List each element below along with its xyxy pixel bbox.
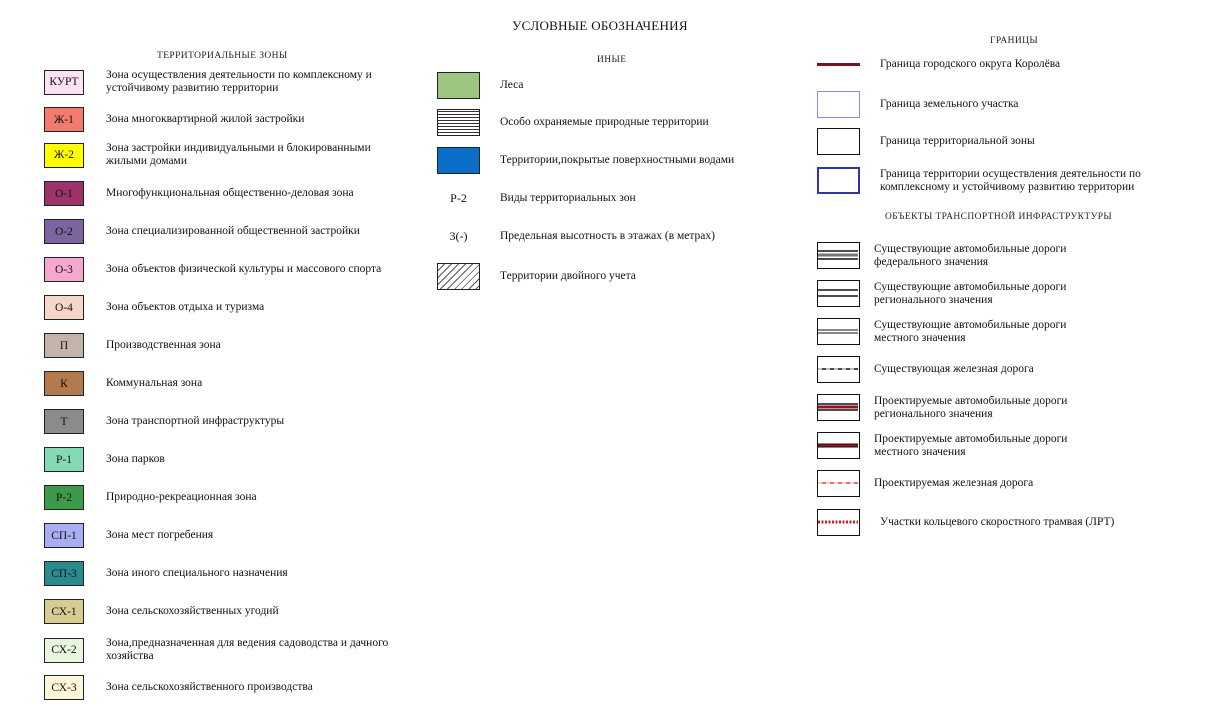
zone-label: Зона сельскохозяйственных угодий xyxy=(106,605,279,617)
zone-legend-item xyxy=(44,523,406,548)
border-legend-item xyxy=(817,167,1190,194)
zone-label: Зона транспортной инфраструктуры xyxy=(106,415,285,427)
border-label: Граница территориальной зоны xyxy=(880,135,1035,147)
transport-label: Проектируемые автомобильные дороги местного значения xyxy=(874,432,1068,458)
other-label: Особо охраняемые природные территории xyxy=(500,116,709,128)
city-border-line xyxy=(817,63,860,66)
zone-legend-item xyxy=(44,257,406,282)
zone-label: Зона многоквартирной жилой застройки xyxy=(106,113,305,125)
zone-swatch: О-4 xyxy=(44,295,84,320)
zone-swatch: Ж-1 xyxy=(44,107,84,132)
zone-label: Производственная зона xyxy=(106,339,221,351)
border-label: Граница городского округа Королёва xyxy=(880,58,1061,70)
transport-heading: ОБЪЕКТЫ ТРАНСПОРТНОЙ ИНФРАСТРУКТУРЫ xyxy=(885,212,1113,222)
transport-label: Проектируемые автомобильные дороги регионального значения xyxy=(874,394,1068,420)
other-label: Территории двойного учета xyxy=(500,270,636,282)
other-label: Леса xyxy=(500,79,524,91)
forest-swatch xyxy=(437,72,480,99)
zone-legend-item xyxy=(44,107,406,132)
transport-legend-item xyxy=(817,356,1114,383)
zone-legend-item xyxy=(44,675,406,700)
zone-swatch: СП-1 xyxy=(44,523,84,548)
other-label: Виды территориальных зон xyxy=(500,192,636,204)
lrt-symbol xyxy=(817,509,860,536)
other-label: Предельная высотность в этажах (в метрах) xyxy=(500,230,715,242)
border-legend-item xyxy=(817,51,1190,78)
zone-legend-item xyxy=(44,219,406,244)
transport-label: Существующие автомобильные дороги федерального значения xyxy=(874,242,1067,268)
zone-legend-item xyxy=(44,447,406,472)
transport-legend-item xyxy=(817,470,1114,497)
other-legend-item xyxy=(437,185,800,212)
zone-swatch: Ж-2 xyxy=(44,143,84,168)
zone-swatch: Р-2 xyxy=(44,485,84,510)
zone-label: Зона,предназначенная для ведения садоводства и дачного хозяйства xyxy=(106,637,389,662)
transport-label: Участки кольцевого скоростного трамвая (ЛРТ) xyxy=(880,516,1115,528)
other-legend-item xyxy=(437,147,800,174)
transport-label: Существующие автомобильные дороги местного значения xyxy=(874,318,1067,344)
road-regional-symbol xyxy=(817,280,860,307)
zone-label: Зона парков xyxy=(106,453,165,465)
zone-swatch: О-2 xyxy=(44,219,84,244)
zone-border-symbol xyxy=(817,128,860,155)
zone-legend-item xyxy=(44,371,406,396)
other-legend-item xyxy=(437,263,800,290)
zone-legend-item xyxy=(44,142,406,168)
zone-legend-item xyxy=(44,181,406,206)
border-legend-item xyxy=(817,91,1190,118)
proj-railway-symbol xyxy=(817,470,860,497)
zone-swatch: СХ-3 xyxy=(44,675,84,700)
legend-title: УСЛОВНЫЕ ОБОЗНАЧЕНИЯ xyxy=(512,18,688,33)
protected-swatch xyxy=(437,109,480,136)
transport-legend-item xyxy=(817,509,1120,536)
zone-swatch: К xyxy=(44,371,84,396)
zone-legend-item xyxy=(44,295,406,320)
zone-legend-item xyxy=(44,599,406,624)
zone-swatch: О-3 xyxy=(44,257,84,282)
land-plot-symbol xyxy=(817,91,860,118)
zone-label: Зона сельскохозяйственного производства xyxy=(106,681,313,693)
zone-label: Зона иного специального назначения xyxy=(106,567,288,579)
transport-label: Проектируемая железная дорога xyxy=(874,477,1034,489)
zones-heading: ТЕРРИТОРИАЛЬНЫЕ ЗОНЫ xyxy=(157,51,288,61)
other-text-symbol: Р-2 xyxy=(450,191,467,205)
transport-legend-item xyxy=(817,242,1114,269)
transport-legend-item xyxy=(817,318,1114,345)
zone-legend-item xyxy=(44,637,406,663)
zone-label: Зона объектов отдыха и туризма xyxy=(106,301,265,313)
border-legend-item xyxy=(817,128,1190,155)
other-legend-item xyxy=(437,109,800,136)
water-swatch xyxy=(437,147,480,174)
zone-swatch: КУРТ xyxy=(44,70,84,95)
zone-legend-item xyxy=(44,333,406,358)
railway-symbol xyxy=(817,356,860,383)
zone-label: Зона осуществления деятельности по комплексному и устойчивому развитию территории xyxy=(106,69,372,94)
zone-label: Зона застройки индивидуальными и блокированными жилыми домами xyxy=(106,142,371,167)
zone-swatch: О-1 xyxy=(44,181,84,206)
road-federal-symbol xyxy=(817,242,860,269)
zone-swatch: СП-3 xyxy=(44,561,84,586)
transport-legend-item xyxy=(817,432,1114,459)
zone-label: Коммунальная зона xyxy=(106,377,203,389)
other-label: Территории,покрытые поверхностными водами xyxy=(500,154,735,166)
transport-legend-item xyxy=(817,394,1114,421)
transport-legend-item xyxy=(817,280,1114,307)
zone-legend-item xyxy=(44,485,406,510)
proj-road-regional-symbol xyxy=(817,394,860,421)
kurt-border-symbol xyxy=(817,167,860,194)
borders-heading: ГРАНИЦЫ xyxy=(990,36,1039,46)
hatch-swatch xyxy=(437,263,480,290)
border-label: Граница земельного участка xyxy=(880,98,1019,110)
zone-swatch: Т xyxy=(44,409,84,434)
transport-label: Существующие автомобильные дороги регионального значения xyxy=(874,280,1067,306)
zone-label: Зона мест погребения xyxy=(106,529,214,541)
zone-swatch: Р-1 xyxy=(44,447,84,472)
zone-swatch: П xyxy=(44,333,84,358)
zone-legend-item xyxy=(44,69,406,95)
transport-label: Существующая железная дорога xyxy=(874,363,1034,375)
zone-swatch: СХ-2 xyxy=(44,638,84,663)
city-border-symbol xyxy=(817,51,860,78)
other-legend-item xyxy=(437,72,800,99)
zone-label: Зона специализированной общественной застройки xyxy=(106,225,360,237)
zone-label: Природно-рекреационная зона xyxy=(106,491,257,503)
zone-legend-item xyxy=(44,561,406,586)
other-legend-item xyxy=(437,223,800,250)
zone-label: Многофункциональная общественно-деловая зона xyxy=(106,187,354,199)
proj-road-local-symbol xyxy=(817,432,860,459)
border-label: Граница территории осуществления деятельности по комплексному и устойчивому развитию территории xyxy=(880,167,1141,193)
zone-legend-item xyxy=(44,409,406,434)
other-heading: ИНЫЕ xyxy=(597,55,627,65)
zone-swatch: СХ-1 xyxy=(44,599,84,624)
road-local-symbol xyxy=(817,318,860,345)
zone-label: Зона объектов физической культуры и массового спорта xyxy=(106,263,382,275)
other-text-symbol: 3(-) xyxy=(449,229,468,243)
